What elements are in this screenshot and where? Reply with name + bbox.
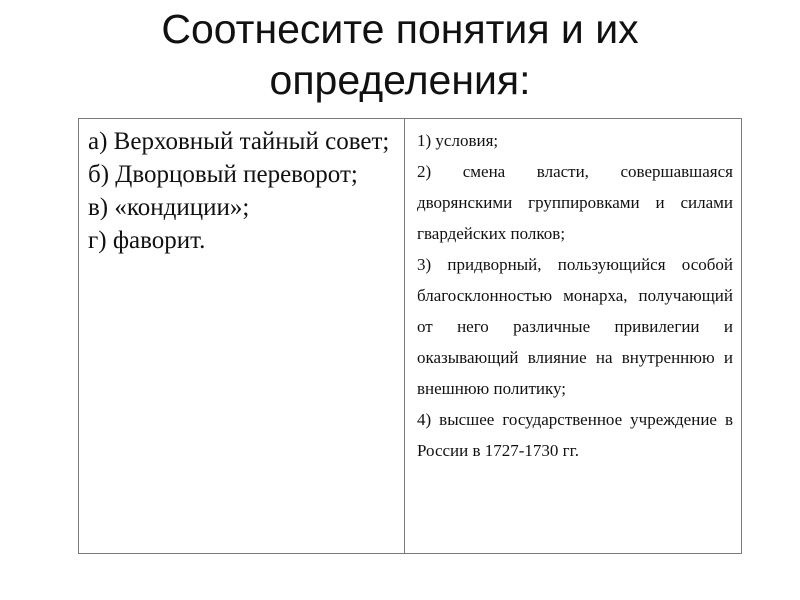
title-line-2: определения: xyxy=(269,57,531,103)
definition-2: 2) смена власти, совершавшаяся дворянскими группировками и силами гвардейских полков; xyxy=(417,162,733,243)
concept-a: а) Верховный тайный совет; xyxy=(88,128,390,155)
definitions-column xyxy=(405,119,741,553)
title-line-1: Соотнесите понятия и их xyxy=(161,6,639,52)
slide-title xyxy=(0,4,800,106)
definition-4: 4) высшее государственное учреждение в России в 1727-1730 гг. xyxy=(417,410,733,460)
concept-c: в) «кондиции»; xyxy=(88,194,250,221)
matching-table xyxy=(78,118,742,554)
concept-d: г) фаворит. xyxy=(88,227,206,254)
concepts-column xyxy=(79,119,405,553)
concept-b: б) Дворцовый переворот; xyxy=(88,161,358,188)
definition-3: 3) придворный, пользующийся особой благосклонностью монарха, получающий от него различные привилегии и оказывающий влияние на внутреннюю и внешнюю политику; xyxy=(417,255,733,398)
definition-1: 1) условия; xyxy=(417,131,499,150)
